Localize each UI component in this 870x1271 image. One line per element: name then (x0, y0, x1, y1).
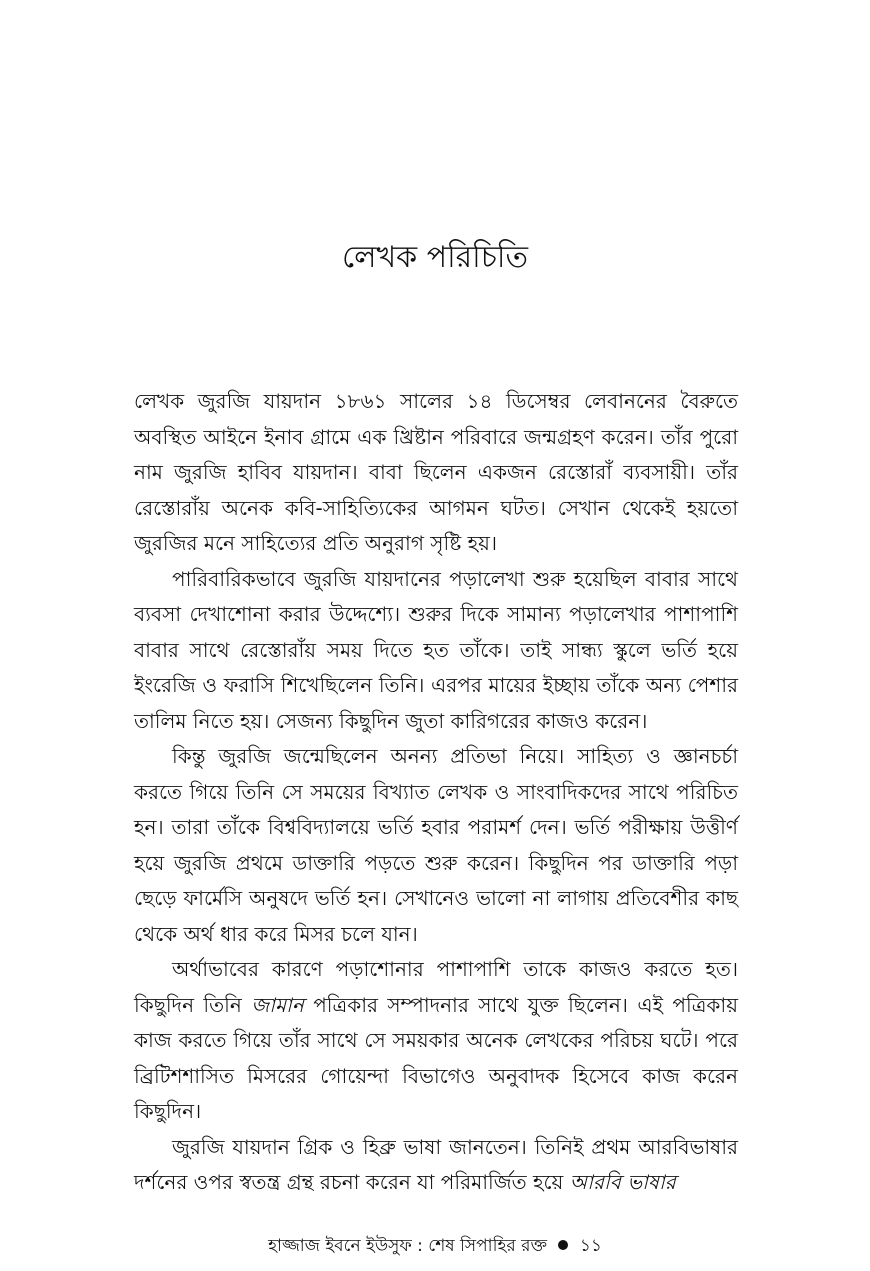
page-number: ১১ (579, 1236, 602, 1256)
paragraph-2: পারিবারিকভাবে জুরজি যায়দানের পড়ালেখা শুরু হয়েছিল বাবার সাথে ব্যবসা দেখাশোনা করার উদ্দেশ্যে। শুরুর দিকে সামান্য পড়ালেখার পাশাপাশি বাবার সাথে রেস্তোরাঁয় সময় দিতে হত তাঁকে। তাই সান্ধ্য স্কুলে ভর্তি হয়ে ইংরেজি ও ফরাসি শিখেছিলেন তিনি। এরপর মায়ের ইচ্ছায় তাঁকে অন্য পেশার তালিম নিতে হয়। সেজন্য কিছুদিন জুতা কারিগরের কাজও করেন। (134, 566, 738, 733)
newspaper-name: জামান (251, 992, 304, 1017)
paragraph-5-text-start: জুরজি যায়দান গ্রিক ও হিব্রু ভাষা জানতেন। তিনিই প্রথম আরবিভাষার দর্শনের ওপর স্বতন্ত্র গ্রন্থ রচনা করেন যা পরিমার্জিত হয়ে (134, 1134, 738, 1194)
book-name-italic: আরবি ভাষার (569, 1170, 676, 1194)
bullet-dot-icon (558, 1240, 568, 1250)
paragraph-3: কিন্তু জুরজি জন্মেছিলেন অনন্য প্রতিভা নিয়ে। সাহিত্য ও জ্ঞানচর্চা করতে গিয়ে তিনি সে সময়ের বিখ্যাত লেখক ও সাংবাদিকদের সাথে পরিচিত হন। তারা তাঁকে বিশ্ববিদ্যালয়ে ভর্তি হবার পরামর্শ দেন। ভর্তি পরীক্ষায় উত্তীর্ণ হয়ে জুরজি প্রথমে ডাক্তারি পড়তে শুরু করেন। কিছুদিন পর ডাক্তারি পড়া ছেড়ে ফার্মেসি অনুষদে ভর্তি হন। সেখানেও ভালো না লাগায় প্রতিবেশীর কাছ থেকে অর্থ ধার করে মিসর চলে যান। (134, 744, 738, 946)
paragraph-4-text-end: পত্রিকার সম্পাদনার সাথে যুক্ত ছিলেন। এই পত্রিকায় কাজ করতে গিয়ে তাঁর সাথে সে সময়কার অনেক লেখকের পরিচয় ঘটে। পরে ব্রিটিশশাসিত মিসরের গোয়েন্দা বিভাগেও অনুবাদক হিসেবে কাজ করেন কিছুদিন। (134, 992, 738, 1123)
paragraph-4 (134, 952, 738, 1130)
body-text (134, 384, 738, 1201)
paragraph-5 (134, 1130, 738, 1201)
footer-book-title: হাজ্জাজ ইবনে ইউসুফ : শেষ সিপাহির রক্ত (268, 1236, 548, 1256)
running-footer (0, 1232, 870, 1260)
page-title: লেখক পরিচিতি (341, 240, 529, 275)
paragraph-4-text-start: অর্থাভাবের কারণে পড়াশোনার পাশাপাশি তাকে কাজও করতে হত। কিছুদিন তিনি (134, 957, 738, 1017)
paragraph-1: লেখক জুরজি যায়দান ১৮৬১ সালের ১৪ ডিসেম্বর লেবাননের বৈরুতে অবস্থিত আইনে ইনাব গ্রামে এক খ্রিষ্টান পরিবারে জন্মগ্রহণ করেন। তাঁর পুরো নাম জুরজি হাবিব যায়দান। বাবা ছিলেন একজন রেস্তোরাঁ ব্যবসায়ী। তাঁর রেস্তোরাঁয় অনেক কবি-সাহিত্যিকের আগমন ঘটত। সেখান থেকেই হয়তো জুরজির মনে সাহিত্যের প্রতি অনুরাগ সৃষ্টি হয়। (134, 389, 738, 555)
